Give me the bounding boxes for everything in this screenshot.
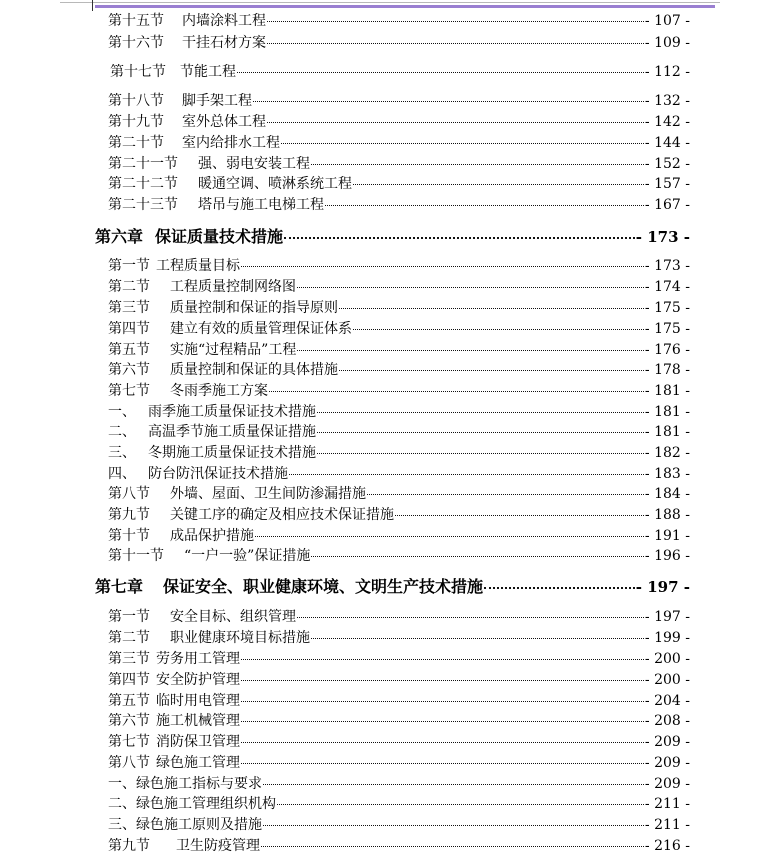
toc-entry-title: 绿色施工原则及措施 — [136, 817, 262, 833]
toc-entry-title: 安全防护管理 — [156, 672, 240, 688]
toc-entry-title: 安全目标、组织管理 — [170, 609, 296, 625]
toc-entry[interactable] — [108, 341, 690, 359]
toc-entry-number: 第七节 — [108, 734, 150, 750]
toc-entry-number: 第十五节 — [108, 13, 164, 29]
toc-entry[interactable] — [108, 382, 690, 400]
toc-entry-number: 第九节 — [108, 838, 150, 854]
toc-entry-number: 第五节 — [108, 342, 150, 358]
toc-entry-page: - 182 - — [644, 445, 690, 461]
toc-entry[interactable] — [108, 134, 690, 152]
toc-entry[interactable] — [108, 816, 690, 834]
toc-entry[interactable] — [108, 733, 690, 751]
leader-dots — [297, 349, 644, 351]
toc-entry[interactable] — [108, 403, 690, 421]
toc-entry-page: - 178 - — [644, 362, 690, 378]
toc-entry-page: - 176 - — [644, 342, 690, 358]
leader-dots — [317, 452, 644, 454]
toc-entry-number: 第四节 — [108, 672, 150, 688]
toc-entry-page: - 197 - — [644, 609, 690, 625]
toc-entry[interactable] — [108, 155, 690, 173]
toc-entry-page: - 181 - — [644, 424, 690, 440]
toc-entry-page: - 173 - — [635, 228, 690, 246]
toc-entry-page: - 107 - — [644, 13, 690, 29]
toc-entry-number: 二、 — [108, 796, 136, 812]
leader-dots — [253, 100, 644, 102]
toc-entry-title: 防台防汛保证技术措施 — [148, 466, 288, 482]
toc-entry-title: “一户一验”保证措施 — [184, 548, 311, 564]
leader-dots — [241, 265, 644, 267]
toc-entry-page: - 112 - — [644, 64, 690, 80]
toc-entry-page: - 173 - — [644, 258, 690, 274]
toc-entry-title: 绿色施工管理组织机构 — [136, 796, 276, 812]
toc-entry-title: 节能工程 — [180, 64, 236, 80]
leader-dots — [297, 286, 644, 288]
toc-entry[interactable] — [108, 444, 690, 462]
leader-dots — [267, 121, 644, 123]
toc-entry-title: 冬期施工质量保证技术措施 — [148, 445, 316, 461]
toc-entry-number: 第十六节 — [108, 35, 164, 51]
leader-dots — [241, 720, 644, 722]
leader-dots — [317, 431, 644, 433]
toc-chapter-entry[interactable] — [95, 227, 690, 247]
toc-entry-number: 第八节 — [108, 755, 150, 771]
toc-entry-page: - 209 - — [644, 755, 690, 771]
leader-dots — [277, 803, 644, 805]
toc-entry[interactable] — [108, 712, 690, 730]
toc-entry[interactable] — [108, 608, 690, 626]
leader-dots — [241, 762, 644, 764]
toc-entry-page: - 211 - — [644, 796, 690, 812]
toc-entry-page: - 209 - — [644, 776, 690, 792]
toc-entry-page: - 109 - — [644, 35, 690, 51]
toc-entry-page: - 181 - — [644, 404, 690, 420]
toc-entry-page: - 204 - — [644, 693, 690, 709]
toc-entry-title: 建立有效的质量管理保证体系 — [170, 321, 352, 337]
toc-entry-title: 强、弱电安装工程 — [198, 156, 310, 172]
toc-entry-number: 四、 — [108, 466, 136, 482]
toc-entry-number: 第一节 — [108, 258, 150, 274]
leader-dots — [241, 700, 644, 702]
toc-entry-page: - 199 - — [644, 630, 690, 646]
toc-entry-title: 工程质量目标 — [156, 258, 240, 274]
toc-entry-number: 第十九节 — [108, 114, 164, 130]
toc-entry-page: - 157 - — [644, 176, 690, 192]
toc-entry[interactable] — [108, 485, 690, 503]
toc-entry-number: 第二节 — [108, 279, 150, 295]
toc-entry-number: 第三节 — [108, 651, 150, 667]
toc-entry-page: - 196 - — [644, 548, 690, 564]
leader-dots — [325, 204, 644, 206]
leader-dots — [263, 824, 644, 826]
toc-entry[interactable] — [108, 175, 690, 193]
toc-entry-title: 暖通空调、喷淋系统工程 — [198, 176, 352, 192]
leader-dots — [241, 658, 644, 660]
toc-entry-title: 临时用电管理 — [156, 693, 240, 709]
toc-entry-number: 第二节 — [108, 630, 150, 646]
toc-entry-title: 保证质量技术措施 — [155, 227, 284, 246]
leader-dots — [241, 741, 644, 743]
toc-entry-number: 第一节 — [108, 609, 150, 625]
toc-entry[interactable] — [108, 299, 690, 317]
toc-entry-title: 职业健康环境目标措施 — [170, 630, 310, 646]
toc-entry-number: 第十七节 — [110, 64, 166, 80]
leader-dots — [311, 555, 644, 557]
leader-dots — [237, 71, 644, 73]
toc-entry-page: - 132 - — [644, 93, 690, 109]
toc-entry-number: 第二十一节 — [108, 156, 178, 172]
toc-entry-page: - 197 - — [635, 578, 690, 596]
toc-entry[interactable] — [108, 775, 690, 793]
toc-entry-page: - 184 - — [644, 486, 690, 502]
toc-entry[interactable] — [108, 837, 690, 855]
toc-entry-number: 第二十二节 — [108, 176, 178, 192]
toc-entry-page: - 191 - — [644, 528, 690, 544]
toc-entry[interactable] — [108, 12, 690, 30]
toc-entry-title: 高温季节施工质量保证措施 — [148, 424, 316, 440]
toc-entry-title: 干挂石材方案 — [182, 35, 266, 51]
toc-entry[interactable] — [108, 506, 690, 524]
toc-entry[interactable] — [108, 629, 690, 647]
toc-entry-title: 绿色施工指标与要求 — [136, 776, 262, 792]
toc-entry[interactable] — [108, 692, 690, 710]
toc-entry-number: 第九节 — [108, 507, 150, 523]
toc-entry-number: 第二十三节 — [108, 197, 178, 213]
toc-entry-page: - 200 - — [644, 651, 690, 667]
toc-entry-title: 卫生防疫管理 — [176, 838, 260, 854]
toc-entry-title: 质量控制和保证的具体措施 — [170, 362, 338, 378]
toc-entry-title: 内墙涂料工程 — [182, 13, 266, 29]
toc-entry[interactable] — [110, 63, 690, 81]
toc-entry-title: 绿色施工管理 — [156, 755, 240, 771]
toc-entry-title: 工程质量控制网络图 — [170, 279, 296, 295]
toc-entry-number: 三、 — [108, 817, 136, 833]
toc-entry-page: - 152 - — [644, 156, 690, 172]
toc-entry-title: 冬雨季施工方案 — [170, 383, 268, 399]
leader-dots — [353, 183, 644, 185]
toc-entry-number: 第六章 — [95, 227, 144, 246]
leader-dots — [289, 473, 644, 475]
leader-dots — [317, 411, 644, 413]
leader-dots — [353, 328, 644, 330]
toc-entry-title: 塔吊与施工电梯工程 — [198, 197, 324, 213]
toc-entry[interactable] — [108, 795, 690, 813]
toc-entry-page: - 209 - — [644, 734, 690, 750]
leader-dots — [311, 163, 644, 165]
leader-dots — [284, 236, 635, 239]
toc-entry[interactable] — [108, 754, 690, 772]
toc-entry-title: 成品保护措施 — [170, 528, 254, 544]
toc-entry[interactable] — [108, 527, 690, 545]
leader-dots — [281, 142, 644, 144]
leader-dots — [267, 42, 644, 44]
leader-dots — [339, 369, 644, 371]
toc-entry-number: 三、 — [108, 445, 136, 461]
toc-entry-number: 第七节 — [108, 383, 150, 399]
toc-entry[interactable] — [108, 34, 690, 52]
toc-entry-number: 第三节 — [108, 300, 150, 316]
toc-entry-number: 第四节 — [108, 321, 150, 337]
toc-entry-number: 一、 — [108, 404, 136, 420]
toc-entry-page: - 211 - — [644, 817, 690, 833]
toc-entry[interactable] — [108, 92, 690, 110]
toc-entry[interactable] — [108, 671, 690, 689]
toc-entry-page: - 167 - — [644, 197, 690, 213]
toc-entry-page: - 183 - — [644, 466, 690, 482]
toc-entry-number: 第五节 — [108, 693, 150, 709]
toc-entry-page: - 208 - — [644, 713, 690, 729]
toc-entry-page: - 216 - — [644, 838, 690, 854]
toc-entry[interactable] — [108, 113, 690, 131]
toc-entry-page: - 142 - — [644, 114, 690, 130]
toc-entry-number: 第六节 — [108, 362, 150, 378]
leader-dots — [269, 390, 644, 392]
leader-dots — [267, 20, 644, 22]
toc-entry-number: 第七章 — [95, 577, 144, 596]
toc-chapter-entry[interactable] — [95, 577, 690, 597]
leader-dots — [367, 493, 644, 495]
toc-entry-number: 第六节 — [108, 713, 150, 729]
toc-entry-page: - 181 - — [644, 383, 690, 399]
toc-entry-number: 第八节 — [108, 486, 150, 502]
toc-entry[interactable] — [108, 320, 690, 338]
toc-entry-title: 脚手架工程 — [182, 93, 252, 109]
toc-entry[interactable] — [108, 278, 690, 296]
toc-entry[interactable] — [108, 361, 690, 379]
leader-dots — [311, 637, 644, 639]
toc-entry-page: - 188 - — [644, 507, 690, 523]
toc-entry-page: - 200 - — [644, 672, 690, 688]
toc-entry-title: 质量控制和保证的指导原则 — [170, 300, 338, 316]
leader-dots — [395, 514, 644, 516]
toc-entry-title: 外墙、屋面、卫生间防渗漏措施 — [170, 486, 366, 502]
toc-entry-number: 第二十节 — [108, 135, 164, 151]
toc-entry[interactable] — [108, 547, 690, 565]
toc-entry-number: 第十八节 — [108, 93, 164, 109]
leader-dots — [255, 535, 644, 537]
toc-entry-title: 劳务用工管理 — [156, 651, 240, 667]
toc-entry[interactable] — [108, 257, 690, 275]
toc-entry-title: 室外总体工程 — [182, 114, 266, 130]
toc-entry-title: 消防保卫管理 — [156, 734, 240, 750]
leader-dots — [297, 616, 644, 618]
leader-dots — [263, 783, 644, 785]
toc-entry-page: - 144 - — [644, 135, 690, 151]
leader-dots — [261, 845, 644, 847]
toc-entry-title: 关键工序的确定及相应技术保证措施 — [170, 507, 394, 523]
leader-dots — [339, 307, 644, 309]
toc-entry-title: 保证安全、职业健康环境、文明生产技术措施 — [163, 577, 484, 596]
toc-entry-title: 室内给排水工程 — [182, 135, 280, 151]
toc-entry-title: 雨季施工质量保证技术措施 — [148, 404, 316, 420]
toc-entry-number: 二、 — [108, 424, 136, 440]
leader-dots — [241, 679, 644, 681]
toc-entry-number: 第十节 — [108, 528, 150, 544]
toc-entry-page: - 175 - — [644, 321, 690, 337]
toc-entry-title: 施工机械管理 — [156, 713, 240, 729]
toc-entry-page: - 175 - — [644, 300, 690, 316]
toc-entry[interactable] — [108, 196, 690, 214]
toc-entry[interactable] — [108, 465, 690, 483]
toc-entry-page: - 174 - — [644, 279, 690, 295]
toc-entry[interactable] — [108, 650, 690, 668]
toc-entry-title: 实施“过程精品”工程 — [170, 342, 297, 358]
toc-entry-number: 第十一节 — [108, 548, 164, 564]
toc-entry[interactable] — [108, 423, 690, 441]
toc-entry-number: 一、 — [108, 776, 136, 792]
leader-dots — [484, 586, 635, 589]
